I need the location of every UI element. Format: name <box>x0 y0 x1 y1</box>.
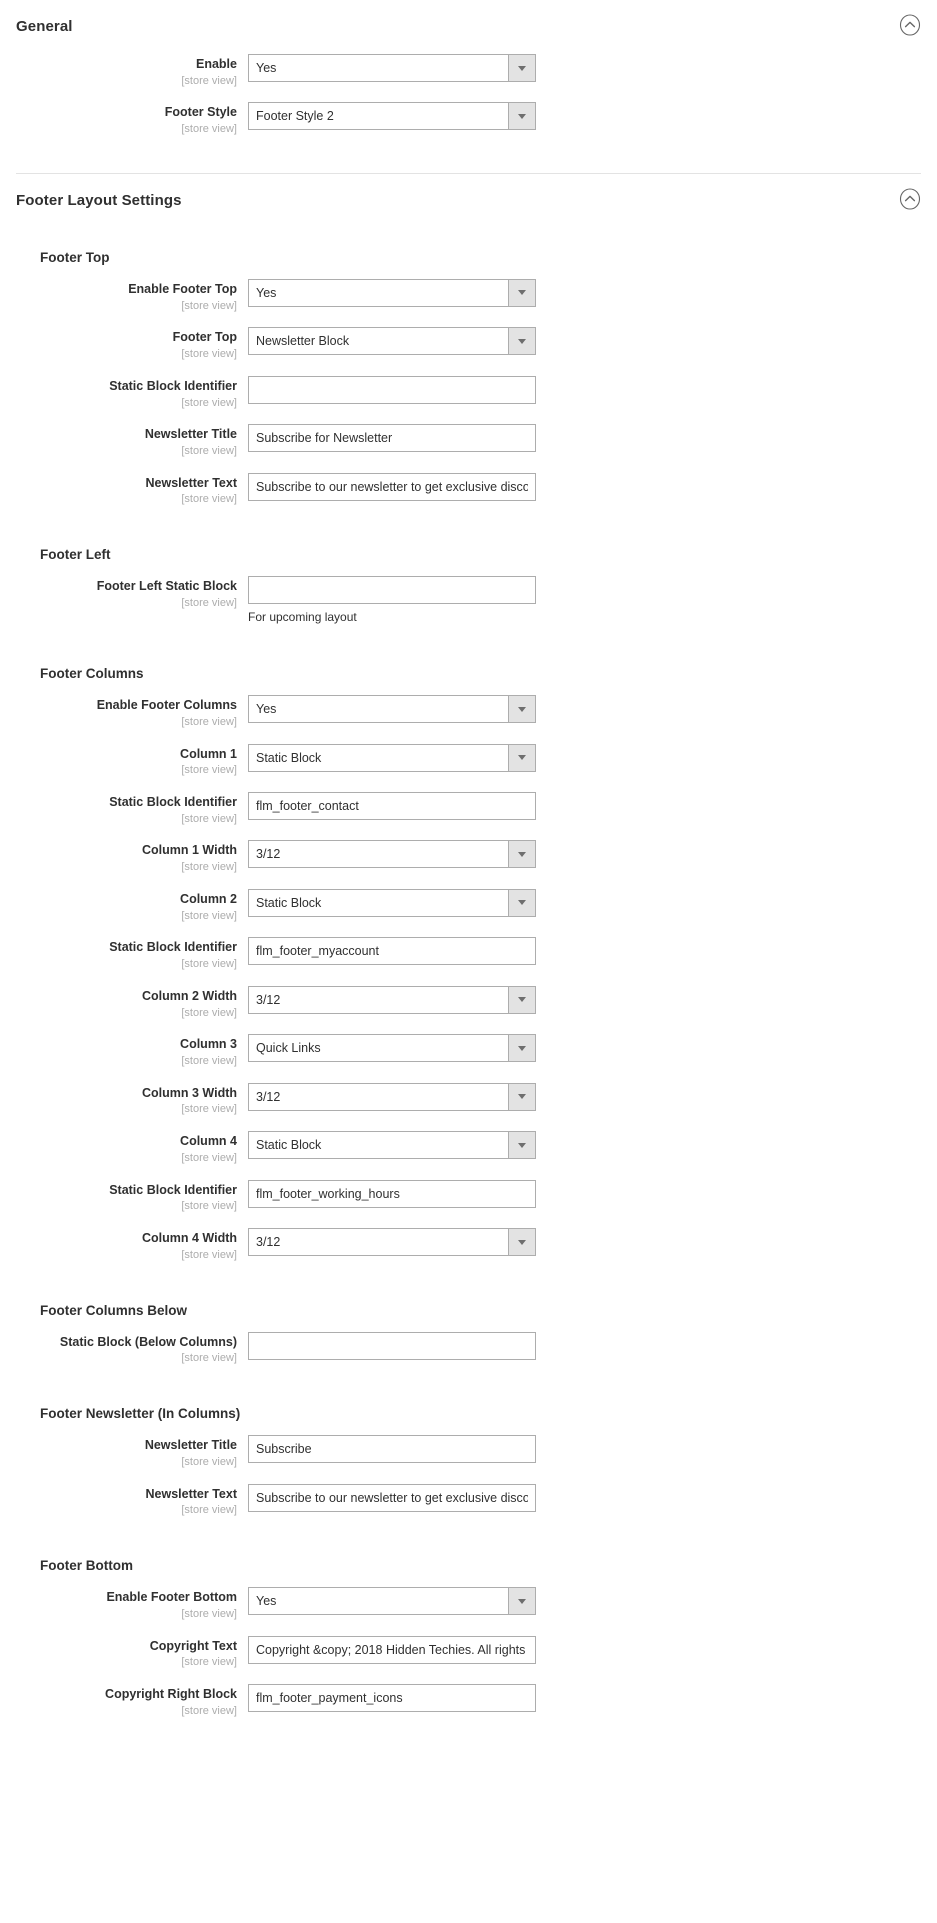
field-row-static-block-below-columns <box>0 1332 937 1366</box>
field-control <box>248 792 536 820</box>
select-column-2[interactable] <box>248 889 536 917</box>
field-row-footer-top <box>0 327 937 361</box>
field-row-copyright-text <box>0 1636 937 1670</box>
field-group-footer-columns-below <box>0 1277 937 1366</box>
field-label-column-1: Column 1 <box>180 746 237 761</box>
field-label-wrap <box>0 792 248 826</box>
field-label-static-block-identifier: Static Block Identifier <box>109 795 237 810</box>
input-newsletter-title[interactable] <box>248 1435 536 1463</box>
field-row-column-3-width <box>0 1083 937 1117</box>
select-column-2-width[interactable] <box>248 986 536 1014</box>
spacer <box>0 151 937 173</box>
input-footer-left-static-block[interactable] <box>248 576 536 604</box>
field-scope-note: [store view] <box>181 1455 237 1468</box>
group-title: Footer Newsletter (In Columns) <box>40 1406 241 1422</box>
field-group-footer-top <box>0 224 937 507</box>
field-scope-note: [store view] <box>181 1352 237 1365</box>
field-scope-note: [store view] <box>181 493 237 506</box>
field-scope-note: [store view] <box>181 1656 237 1669</box>
field-label-static-block-identifier: Static Block Identifier <box>109 1182 237 1197</box>
group-title: Footer Columns <box>40 666 144 682</box>
field-row-footer-style <box>0 102 937 136</box>
field-label-wrap <box>0 1587 248 1621</box>
field-label-wrap <box>0 744 248 778</box>
chevron-down-icon[interactable] <box>508 696 535 722</box>
section-header-footer-layout-settings[interactable] <box>0 174 937 224</box>
field-label-copyright-text: Copyright Text <box>149 1638 237 1653</box>
select-value: Footer Style 2 <box>256 109 334 124</box>
chevron-down-icon[interactable] <box>508 987 535 1013</box>
field-scope-note: [store view] <box>181 909 237 922</box>
chevron-down-icon[interactable] <box>508 1229 535 1255</box>
field-control <box>248 424 536 452</box>
field-control <box>248 986 536 1014</box>
select-value: Yes <box>256 285 277 300</box>
field-scope-note: [store view] <box>181 74 237 87</box>
select-value: 3/12 <box>256 1089 281 1104</box>
field-label-wrap <box>0 327 248 361</box>
select-column-4[interactable] <box>248 1131 536 1159</box>
field-label-newsletter-text: Newsletter Text <box>145 475 237 490</box>
field-control <box>248 1435 536 1463</box>
field-row-enable <box>0 54 937 88</box>
select-value: Static Block <box>256 895 322 910</box>
field-label-wrap <box>0 695 248 729</box>
field-scope-note: [store view] <box>181 1054 237 1067</box>
field-label-wrap <box>0 424 248 458</box>
field-row-column-4-width <box>0 1228 937 1262</box>
group-title: Footer Bottom <box>40 1558 133 1574</box>
field-row-newsletter-title <box>0 424 937 458</box>
field-row-column-2-width <box>0 986 937 1020</box>
field-label-wrap <box>0 840 248 874</box>
input-copyright-right-block[interactable] <box>248 1684 536 1712</box>
field-label-column-4: Column 4 <box>180 1134 237 1149</box>
field-label-column-1-width: Column 1 Width <box>141 843 237 858</box>
field-scope-note: [store view] <box>181 715 237 728</box>
field-scope-note: [store view] <box>181 1006 237 1019</box>
field-label-wrap <box>0 376 248 410</box>
chevron-down-icon[interactable] <box>508 1035 535 1061</box>
select-column-1[interactable] <box>248 744 536 772</box>
field-label-wrap <box>0 473 248 507</box>
field-row-static-block-identifier <box>0 376 937 410</box>
field-scope-note: [store view] <box>181 764 237 777</box>
field-control <box>248 327 536 355</box>
field-row-newsletter-text <box>0 1484 937 1518</box>
field-label-wrap <box>0 102 248 136</box>
group-title: Footer Top <box>40 249 110 265</box>
chevron-down-icon[interactable] <box>508 841 535 867</box>
select-column-3[interactable] <box>248 1034 536 1062</box>
field-label-static-block-identifier: Static Block Identifier <box>109 940 237 955</box>
input-static-block-identifier[interactable] <box>248 937 536 965</box>
select-value: Yes <box>256 1594 277 1609</box>
field-control <box>248 376 536 404</box>
select-value: Quick Links <box>256 1041 321 1056</box>
input-copyright-text[interactable] <box>248 1636 536 1664</box>
field-scope-note: [store view] <box>181 958 237 971</box>
field-row-column-2 <box>0 889 937 923</box>
field-group-default <box>0 50 937 137</box>
chevron-down-icon[interactable] <box>508 103 535 129</box>
field-label-wrap <box>0 986 248 1020</box>
field-label-wrap <box>0 279 248 313</box>
field-control <box>248 744 536 772</box>
field-scope-note: [store view] <box>181 299 237 312</box>
field-control <box>248 473 536 501</box>
field-label-wrap <box>0 1684 248 1718</box>
field-scope-note: [store view] <box>181 1607 237 1620</box>
select-value: 3/12 <box>256 1235 281 1250</box>
field-scope-note: [store view] <box>181 1103 237 1116</box>
section-title: General <box>16 18 73 35</box>
field-scope-note: [store view] <box>181 444 237 457</box>
select-footer-top[interactable] <box>248 327 536 355</box>
field-label-column-2: Column 2 <box>180 891 237 906</box>
section-title: Footer Layout Settings <box>16 191 182 209</box>
field-label-newsletter-title: Newsletter Title <box>144 427 237 442</box>
field-label-copyright-right-block: Copyright Right Block <box>105 1687 237 1702</box>
field-control <box>248 840 536 868</box>
field-group-footer-newsletter-in-columns <box>0 1380 937 1518</box>
select-column-1-width[interactable] <box>248 840 536 868</box>
field-row-enable-footer-bottom <box>0 1587 937 1621</box>
field-row-column-4 <box>0 1131 937 1165</box>
field-label-enable-footer-top: Enable Footer Top <box>128 281 237 296</box>
group-title: Footer Columns Below <box>40 1302 188 1318</box>
field-scope-note: [store view] <box>181 348 237 361</box>
field-label-wrap <box>0 54 248 88</box>
field-label-enable: Enable <box>196 57 237 71</box>
field-control <box>248 1484 536 1512</box>
chevron-down-icon[interactable] <box>508 745 535 771</box>
chevron-up-circle-icon[interactable] <box>899 14 921 36</box>
field-label-newsletter-text: Newsletter Text <box>145 1486 237 1501</box>
input-static-block-identifier[interactable] <box>248 376 536 404</box>
config-section-general <box>0 0 937 174</box>
field-label-enable-footer-bottom: Enable Footer Bottom <box>106 1590 237 1605</box>
field-scope-note: [store view] <box>181 1504 237 1517</box>
field-label-column-3: Column 3 <box>180 1037 237 1052</box>
field-row-enable-footer-columns <box>0 695 937 729</box>
field-label-static-block-below-columns: Static Block (Below Columns) <box>59 1334 237 1349</box>
field-control <box>248 937 536 965</box>
select-enable-footer-columns[interactable] <box>248 695 536 723</box>
field-row-static-block-identifier <box>0 1180 937 1214</box>
field-label-wrap <box>0 1180 248 1214</box>
field-label-wrap <box>0 1484 248 1518</box>
field-group-footer-left <box>0 521 937 626</box>
chevron-down-icon[interactable] <box>508 280 535 306</box>
field-control <box>248 102 536 130</box>
field-scope-note: [store view] <box>181 812 237 825</box>
field-control <box>248 279 536 307</box>
field-control <box>248 889 536 917</box>
field-label-wrap <box>0 937 248 971</box>
select-value: 3/12 <box>256 992 281 1007</box>
field-scope-note: [store view] <box>181 1151 237 1164</box>
select-value: Newsletter Block <box>256 334 350 349</box>
field-control <box>248 1636 536 1664</box>
chevron-down-icon[interactable] <box>508 328 535 354</box>
config-section-footer-layout-settings <box>0 174 937 1719</box>
chevron-down-icon[interactable] <box>508 1588 535 1614</box>
select-column-4-width[interactable] <box>248 1228 536 1256</box>
group-title: Footer Left <box>40 547 111 563</box>
field-row-copyright-right-block <box>0 1684 937 1718</box>
field-row-newsletter-title <box>0 1435 937 1469</box>
field-control <box>248 54 536 82</box>
field-row-column-1 <box>0 744 937 778</box>
select-value: Static Block <box>256 750 322 765</box>
field-control <box>248 1587 536 1615</box>
chevron-up-circle-icon[interactable] <box>899 188 921 210</box>
field-control <box>248 1684 536 1712</box>
field-control <box>248 1083 536 1111</box>
input-static-block-identifier[interactable] <box>248 1180 536 1208</box>
field-note-footer-left-static-block: For upcoming layout <box>248 610 357 625</box>
field-row-column-1-width <box>0 840 937 874</box>
field-label-footer-style: Footer Style <box>164 105 237 120</box>
field-label-wrap <box>0 889 248 923</box>
field-label-wrap <box>0 1228 248 1262</box>
field-scope-note: [store view] <box>181 1200 237 1213</box>
field-control <box>248 1034 536 1062</box>
field-row-enable-footer-top <box>0 279 937 313</box>
field-control <box>248 1180 536 1208</box>
field-label-wrap <box>0 1083 248 1117</box>
section-body-general <box>0 50 937 137</box>
field-control <box>248 1228 536 1256</box>
select-value: Static Block <box>256 1138 322 1153</box>
select-value: 3/12 <box>256 847 281 862</box>
select-enable-footer-top[interactable] <box>248 279 536 307</box>
field-row-footer-left-static-block <box>0 576 937 626</box>
input-newsletter-title[interactable] <box>248 424 536 452</box>
field-label-wrap <box>0 1332 248 1366</box>
field-row-newsletter-text <box>0 473 937 507</box>
field-scope-note: [store view] <box>181 396 237 409</box>
section-body-footer-layout-settings <box>0 224 937 1719</box>
input-static-block-identifier[interactable] <box>248 792 536 820</box>
field-group-footer-bottom <box>0 1532 937 1718</box>
chevron-down-icon[interactable] <box>508 1084 535 1110</box>
field-label-enable-footer-columns: Enable Footer Columns <box>96 698 237 713</box>
input-newsletter-text[interactable] <box>248 473 536 501</box>
field-scope-note: [store view] <box>181 596 237 609</box>
select-footer-style[interactable] <box>248 102 536 130</box>
field-label-wrap <box>0 1131 248 1165</box>
field-row-column-3 <box>0 1034 937 1068</box>
chevron-down-icon[interactable] <box>508 1132 535 1158</box>
field-label-footer-top: Footer Top <box>172 330 237 345</box>
field-label-wrap <box>0 1636 248 1670</box>
field-control <box>248 1332 536 1360</box>
field-row-static-block-identifier <box>0 937 937 971</box>
field-label-newsletter-title: Newsletter Title <box>144 1438 237 1453</box>
field-label-static-block-identifier: Static Block Identifier <box>109 378 237 393</box>
field-label-column-2-width: Column 2 Width <box>141 988 237 1003</box>
section-header-general[interactable] <box>0 0 937 50</box>
field-label-column-3-width: Column 3 Width <box>141 1085 237 1100</box>
field-label-column-4-width: Column 4 Width <box>141 1231 237 1246</box>
field-row-static-block-identifier <box>0 792 937 826</box>
select-value: Yes <box>256 702 277 717</box>
field-scope-note: [store view] <box>181 123 237 136</box>
field-control <box>248 576 536 626</box>
select-enable-footer-bottom[interactable] <box>248 1587 536 1615</box>
field-scope-note: [store view] <box>181 1704 237 1717</box>
field-label-footer-left-static-block: Footer Left Static Block <box>96 579 237 594</box>
input-newsletter-text[interactable] <box>248 1484 536 1512</box>
field-scope-note: [store view] <box>181 861 237 874</box>
chevron-down-icon[interactable] <box>508 55 535 81</box>
chevron-down-icon[interactable] <box>508 890 535 916</box>
input-static-block-below-columns[interactable] <box>248 1332 536 1360</box>
field-label-wrap <box>0 576 248 610</box>
select-value: Yes <box>256 61 277 75</box>
field-label-wrap <box>0 1034 248 1068</box>
field-group-footer-columns <box>0 640 937 1263</box>
field-control <box>248 1131 536 1159</box>
field-scope-note: [store view] <box>181 1248 237 1261</box>
field-label-wrap <box>0 1435 248 1469</box>
field-control <box>248 695 536 723</box>
select-enable[interactable] <box>248 54 536 82</box>
select-column-3-width[interactable] <box>248 1083 536 1111</box>
